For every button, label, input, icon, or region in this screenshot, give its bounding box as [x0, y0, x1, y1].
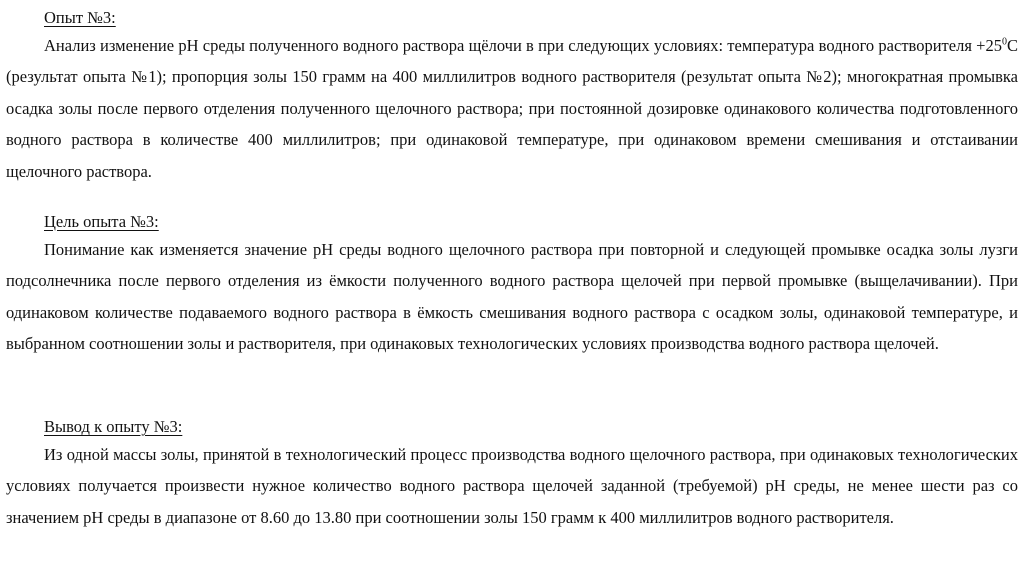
conclusion-heading: Вывод к опыту №3: — [44, 417, 183, 436]
conclusion-section — [6, 414, 1018, 533]
goal-paragraph: Понимание как изменяется значение рН среды водного щелочного раствора при повторной и следующей промывке осадка золы лузги подсолнечника после первого отделения из ёмкости полученного водного раствора щелочей при первой промывке (выщелачивании). При одинаковом количестве подаваемого водного раствора в ёмкость смешивания водного раствора с осадком золы, одинаковой температуре, и выбранном соотношении золы и растворителя, при одинаковых технологических условиях производства водного раствора щелочей. — [6, 240, 1018, 354]
conclusion-paragraph: Из одной массы золы, принятой в технологический процесс производства водного щелочного раствора, при одинаковых технологических условиях получается произвести нужное количество водного раствора щелочей заданной (требуемой) рН среды, не менее шести раз со значением рН среды в диапазоне от 8.60 до 13.80 при соотношении золы 150 грамм к 400 миллилитров водного растворителя. — [6, 445, 1018, 527]
goal-section — [6, 209, 1018, 360]
experiment-text-end: С (результат опыта №1); пропорция золы 150 грамм на 400 миллилитров водного растворителя (результат опыта №2); многократная промывка осадка золы после первого отделения полученного щелочного раствора; при постоянной дозировке одинакового количества подготовленного водного раствора в количестве 400 миллилитров; при одинаковой температуре, при одинаковом времени смешивания и отстаивании щелочного раствора. — [6, 36, 1018, 181]
experiment-heading: Опыт №3: — [44, 8, 116, 27]
experiment-text-start: Анализ изменение рН среды полученного водного раствора щёлочи в при следующих условиях: температура водного растворителя +25 — [44, 36, 1002, 55]
degree-superscript: 0 — [1001, 36, 1007, 48]
experiment-section — [6, 5, 1018, 187]
experiment-paragraph — [6, 30, 1018, 187]
goal-heading: Цель опыта №3: — [44, 212, 159, 231]
